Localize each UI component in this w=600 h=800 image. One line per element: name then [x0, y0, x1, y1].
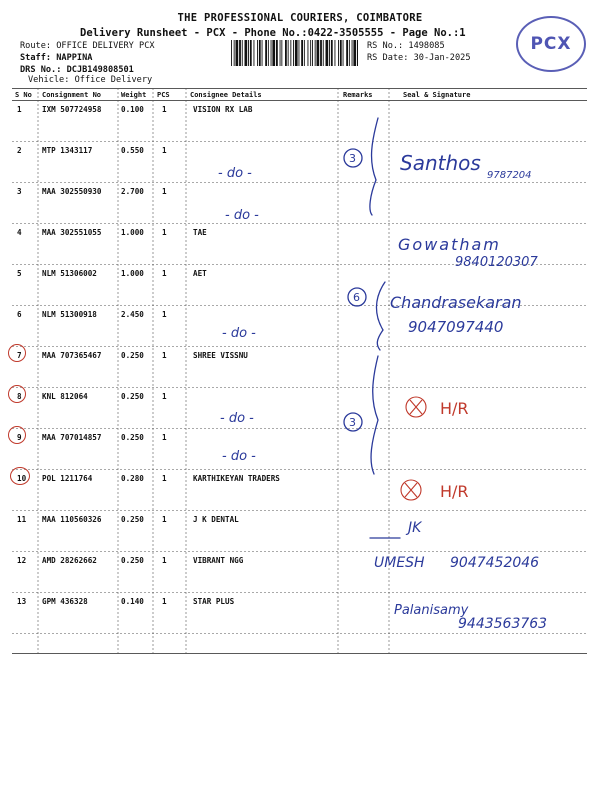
group-count-3: 3: [349, 416, 356, 429]
row-weight: 0.250: [121, 515, 144, 524]
staff-line: [20, 53, 92, 63]
row-consignment-no: GPM 436328: [42, 597, 88, 606]
barcode-bar: [288, 40, 289, 66]
barcode-bar: [326, 40, 329, 66]
route-line: [20, 41, 155, 51]
row-consignee: J K DENTAL: [193, 515, 239, 524]
table-row: [0, 351, 600, 392]
barcode-bar: [262, 40, 263, 66]
row-pcs: 1: [162, 433, 167, 442]
table-row: [0, 105, 600, 146]
drs-value: DCJB149808501: [66, 65, 134, 75]
signature-4-name: Gowatham: [398, 235, 501, 254]
col-header-sno: S No: [15, 91, 32, 99]
pcx-stamp: PCX: [516, 16, 586, 72]
table-row: [0, 392, 600, 433]
ditto-mark: - do -: [225, 208, 259, 223]
row-consignment-no: NLM 51306002: [42, 269, 97, 278]
row-pcs: 1: [162, 228, 167, 237]
barcode-bar: [281, 40, 282, 66]
signature-6-phone: 9047097440: [408, 318, 504, 336]
barcode-bar: [317, 40, 320, 66]
barcode-bar: [245, 40, 248, 66]
row-consignment-no: MTP 1343117: [42, 146, 93, 155]
row-sno: 2: [17, 146, 22, 155]
row-sno: 13: [17, 597, 27, 606]
row-consignment-no: MAA 302551055: [42, 228, 102, 237]
vehicle-label: Vehicle:: [28, 75, 70, 85]
barcode-bar: [301, 40, 303, 66]
barcode-bar: [349, 40, 350, 66]
barcode-bar: [293, 40, 294, 66]
barcode-bar: [340, 40, 342, 66]
row-pcs: 1: [162, 269, 167, 278]
row-consignment-no: KNL 812064: [42, 392, 88, 401]
runsheet-title: Delivery Runsheet - PCX - Phone No.:0422-3505555 - Page No.:1: [80, 27, 466, 39]
barcode-bar: [310, 40, 311, 66]
row-weight: 2.450: [121, 310, 144, 319]
barcode-bar: [268, 40, 269, 66]
barcode-bar: [312, 40, 313, 66]
row-consignment-no: MAA 707014857: [42, 433, 102, 442]
row-weight: 0.250: [121, 351, 144, 360]
signature-13-phone: 9443563763: [458, 616, 548, 632]
col-header-pcs: PCS: [157, 91, 170, 99]
barcode-bar: [239, 40, 241, 66]
row-consignee: VIBRANT NGG: [193, 556, 244, 565]
row-consignee: SHREE VISSNU: [193, 351, 248, 360]
barcode-bar: [338, 40, 339, 66]
barcode-bar: [331, 40, 333, 66]
rs-no-value: 1498085: [408, 41, 445, 51]
staff-label: Staff:: [20, 53, 52, 63]
ditto-mark: - do -: [222, 449, 256, 464]
row-weight: 0.550: [121, 146, 144, 155]
barcode-bar: [357, 40, 358, 66]
rs-no-line: [367, 41, 445, 51]
row-consignee: TAE: [193, 228, 207, 237]
ditto-mark: - do -: [218, 166, 252, 181]
row-pcs: 1: [162, 351, 167, 360]
row-consignee: KARTHIKEYAN TRADERS: [193, 474, 280, 483]
row-pcs: 1: [162, 556, 167, 565]
barcode-bar: [259, 40, 261, 66]
row-pcs: 1: [162, 515, 167, 524]
group-count-2: 6: [353, 291, 360, 304]
row-sno: 12: [17, 556, 27, 565]
signature-1-name: Santhos: [400, 151, 481, 175]
barcode-bar: [295, 40, 298, 66]
barcode-bar: [236, 40, 239, 66]
barcode-bar: [315, 40, 316, 66]
table-row: [0, 310, 600, 351]
barcode-bar: [248, 40, 249, 66]
table-row: [0, 433, 600, 474]
table-row: [0, 228, 600, 269]
row-sno: 11: [17, 515, 27, 524]
red-circle-mark: [8, 426, 26, 444]
staff-value: NAPPINA: [56, 53, 93, 63]
barcode-bar: [335, 40, 336, 66]
signature-1-phone: 9787204: [487, 170, 532, 181]
col-header-seal-signature: Seal & Signature: [403, 91, 471, 99]
barcode-bar: [280, 40, 281, 66]
barcode-bar: [353, 40, 356, 66]
hr-mark: H/R: [440, 399, 469, 418]
barcode-bar: [254, 40, 255, 66]
table-row: [0, 269, 600, 310]
row-sno: 10: [17, 474, 27, 483]
row-pcs: 1: [162, 392, 167, 401]
row-consignee: AET: [193, 269, 207, 278]
row-sno: 9: [17, 433, 22, 442]
barcode-bar: [352, 40, 353, 66]
barcode-bar: [329, 40, 330, 66]
row-pcs: 1: [162, 310, 167, 319]
red-circle-mark: [10, 467, 30, 485]
rs-date-label: RS Date:: [367, 53, 409, 63]
drs-label: DRS No.:: [20, 65, 62, 75]
route-value: OFFICE DELIVERY PCX: [56, 41, 155, 51]
row-pcs: 1: [162, 474, 167, 483]
barcode-bar: [346, 40, 348, 66]
row-weight: 2.700: [121, 187, 144, 196]
row-sno: 1: [17, 105, 22, 114]
row-weight: 0.250: [121, 556, 144, 565]
vehicle-line: [28, 75, 152, 85]
barcode-bar: [234, 40, 235, 66]
col-header-consignment: Consignment No: [42, 91, 102, 99]
barcode-bar: [285, 40, 287, 66]
table-row: [0, 597, 600, 638]
red-circle-mark: [8, 385, 26, 403]
row-consignee: STAR PLUS: [193, 597, 235, 606]
red-circle-mark: [8, 344, 26, 362]
barcode-bar: [271, 40, 272, 66]
row-sno: 3: [17, 187, 22, 196]
drs-line: [20, 65, 134, 75]
row-weight: 0.280: [121, 474, 144, 483]
row-consignment-no: POL 1211764: [42, 474, 93, 483]
barcode-bar: [304, 40, 305, 66]
barcode-bar: [308, 40, 309, 66]
barcode-bar: [231, 40, 232, 66]
ditto-mark: - do -: [222, 326, 256, 341]
rs-date-value: 30-Jan-2025: [413, 53, 471, 63]
rs-no-label: RS No.:: [367, 41, 404, 51]
row-pcs: 1: [162, 105, 167, 114]
row-weight: 1.000: [121, 269, 144, 278]
barcode-bar: [265, 40, 267, 66]
col-header-remarks: Remarks: [343, 91, 373, 99]
ditto-mark: - do -: [220, 411, 254, 426]
row-weight: 1.000: [121, 228, 144, 237]
row-weight: 0.250: [121, 433, 144, 442]
row-weight: 0.140: [121, 597, 144, 606]
row-weight: 0.100: [121, 105, 144, 114]
row-consignment-no: AMD 28262662: [42, 556, 97, 565]
col-header-consignee: Consignee Details: [190, 91, 262, 99]
row-sno: 7: [17, 351, 22, 360]
signature-11-mark: JK: [408, 520, 422, 536]
vehicle-value: Office Delivery: [74, 75, 153, 85]
company-name: THE PROFESSIONAL COURIERS, COIMBATORE: [177, 12, 423, 24]
table-row: [0, 474, 600, 515]
hr-mark: H/R: [440, 482, 469, 501]
row-pcs: 1: [162, 187, 167, 196]
signature-6-name: Chandrasekaran: [390, 293, 522, 312]
group-count-1: 3: [349, 152, 356, 165]
table-row: [0, 556, 600, 597]
row-pcs: 1: [162, 146, 167, 155]
barcode-bar: [272, 40, 275, 66]
barcode-bar: [343, 40, 344, 66]
barcode-bar: [276, 40, 278, 66]
table-row: [0, 515, 600, 556]
row-consignment-no: NLM 51300918: [42, 310, 97, 319]
signature-4-phone: 9840120307: [455, 255, 538, 270]
barcode-bar: [299, 40, 300, 66]
row-sno: 8: [17, 392, 22, 401]
row-sno: 6: [17, 310, 22, 319]
rs-date-line: [367, 53, 471, 63]
barcode-bar: [257, 40, 258, 66]
row-consignment-no: MAA 302550930: [42, 187, 102, 196]
signature-12-name: UMESH: [374, 555, 425, 571]
row-consignment-no: MAA 110560326: [42, 515, 102, 524]
row-consignee: VISION RX LAB: [193, 105, 253, 114]
barcode-image: [231, 40, 358, 66]
row-consignment-no: MAA 707365467: [42, 351, 102, 360]
row-pcs: 1: [162, 597, 167, 606]
barcode-bar: [242, 40, 243, 66]
signature-12-phone: 9047452046: [450, 555, 540, 571]
row-sno: 4: [17, 228, 22, 237]
row-consignment-no: IXM 507724958: [42, 105, 102, 114]
row-sno: 5: [17, 269, 22, 278]
col-header-weight: Weight: [121, 91, 147, 99]
row-weight: 0.250: [121, 392, 144, 401]
table-row: [0, 187, 600, 228]
barcode-bar: [320, 40, 322, 66]
barcode-bar: [290, 40, 291, 66]
barcode-bar: [250, 40, 252, 66]
barcode-bar: [323, 40, 324, 66]
signature-13-name: Palanisamy: [394, 603, 469, 618]
table-row: [0, 146, 600, 187]
route-label: Route:: [20, 41, 52, 51]
